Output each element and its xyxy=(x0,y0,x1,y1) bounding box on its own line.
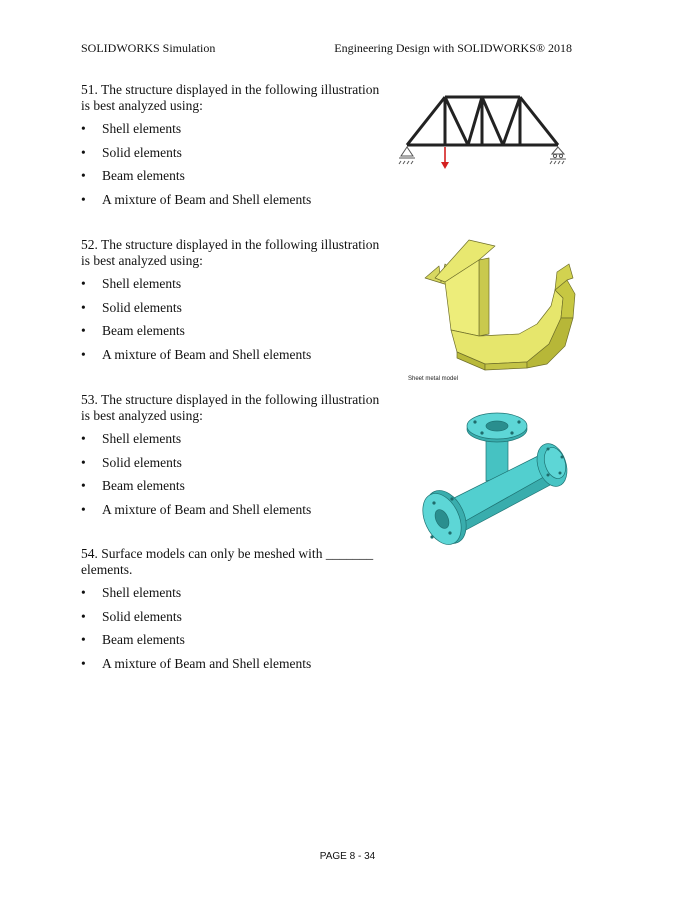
bullet-icon: • xyxy=(81,299,86,315)
option-label: A mixture of Beam and Shell elements xyxy=(102,191,312,207)
bullet-icon: • xyxy=(81,323,86,339)
option-label: Solid elements xyxy=(102,608,182,624)
option-item xyxy=(81,609,311,633)
question-54-text: 54. Surface models can only be meshed with _______ elements. xyxy=(81,546,374,577)
bullet-icon: • xyxy=(81,632,86,648)
option-item xyxy=(81,347,311,371)
option-label: Beam elements xyxy=(102,632,185,648)
question-53-options xyxy=(81,431,311,525)
page-number: PAGE 8 - 34 xyxy=(319,851,376,862)
question-53-text: 53. The structure displayed in the following illustration is best analyzed using: xyxy=(81,392,380,423)
option-item xyxy=(81,478,311,502)
figure-caption: Sheet metal model xyxy=(408,376,459,382)
header-right-title: Engineering Design with SOLIDWORKS® 2018 xyxy=(334,41,572,55)
bullet-icon: • xyxy=(81,346,86,362)
bullet-icon: • xyxy=(81,501,86,517)
question-54-options xyxy=(81,585,311,679)
pipe-tee-illustration xyxy=(420,405,580,553)
option-label: Solid elements xyxy=(102,454,182,470)
option-item xyxy=(81,323,311,347)
question-52-text: 52. The structure displayed in the following illustration is best analyzed using: xyxy=(81,237,380,268)
option-label: Solid elements xyxy=(102,299,182,315)
bullet-icon: • xyxy=(81,585,86,600)
bullet-icon: • xyxy=(81,655,86,671)
question-51-options xyxy=(81,121,311,215)
option-item xyxy=(81,300,311,324)
option-item xyxy=(81,431,311,455)
option-label: Beam elements xyxy=(102,478,185,494)
question-52-options xyxy=(81,276,311,370)
option-label: A mixture of Beam and Shell elements xyxy=(102,346,312,362)
option-label: Shell elements xyxy=(102,431,182,446)
option-label: A mixture of Beam and Shell elements xyxy=(102,501,312,517)
bullet-icon: • xyxy=(81,431,86,446)
option-label: Beam elements xyxy=(102,323,185,339)
bullet-icon: • xyxy=(81,478,86,494)
option-item xyxy=(81,502,311,526)
option-label: Beam elements xyxy=(102,168,185,184)
option-item xyxy=(81,145,311,169)
question-51-text: 51. The structure displayed in the following illustration is best analyzed using: xyxy=(81,82,380,113)
option-label: Shell elements xyxy=(102,121,182,136)
option-item xyxy=(81,585,311,609)
bullet-icon: • xyxy=(81,144,86,160)
option-item xyxy=(81,455,311,479)
bullet-icon: • xyxy=(81,191,86,207)
sheet-metal-illustration xyxy=(415,238,580,373)
option-label: Shell elements xyxy=(102,585,182,600)
header-left-title: SOLIDWORKS Simulation xyxy=(81,41,216,55)
option-item xyxy=(81,121,311,145)
option-label: Solid elements xyxy=(102,144,182,160)
bullet-icon: • xyxy=(81,454,86,470)
bullet-icon: • xyxy=(81,121,86,136)
truss-illustration xyxy=(395,90,580,170)
bullet-icon: • xyxy=(81,608,86,624)
bullet-icon: • xyxy=(81,276,86,291)
option-item xyxy=(81,632,311,656)
option-item xyxy=(81,276,311,300)
option-label: A mixture of Beam and Shell elements xyxy=(102,655,312,671)
option-label: Shell elements xyxy=(102,276,182,291)
option-item xyxy=(81,656,311,680)
option-item xyxy=(81,192,311,216)
option-item xyxy=(81,168,311,192)
bullet-icon: • xyxy=(81,168,86,184)
